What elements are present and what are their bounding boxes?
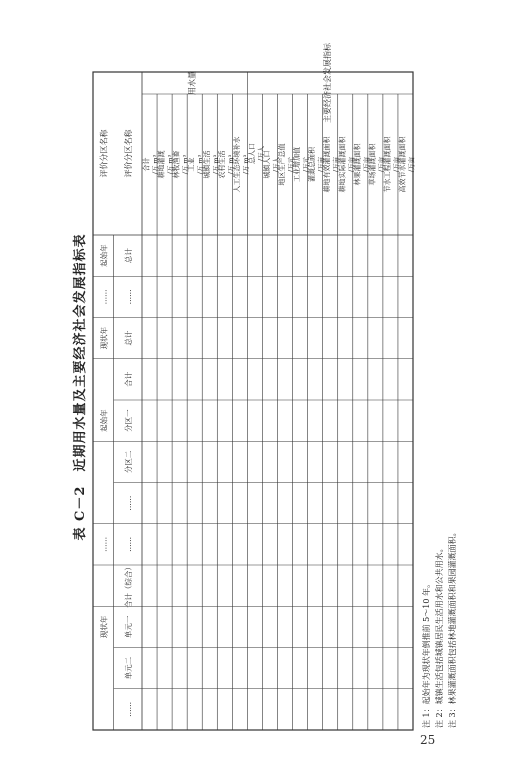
column-unit-1: /万 m³ (151, 154, 160, 175)
group-econ-indicators: 主要经济社会发展指标 (323, 43, 333, 123)
column-unit-12: /万亩 (317, 156, 326, 173)
row-label-year: 起始年 (99, 244, 109, 267)
column-unit-16: /万亩 (377, 156, 386, 173)
group-water-use: 用水量 (187, 71, 197, 95)
header-area-code-name: 评价分区名称 (123, 129, 133, 178)
column-header-1: 合计 (142, 157, 151, 172)
row-label-year: 现状年 (99, 615, 109, 639)
column-header-3: 林牧渔畜 (172, 150, 181, 179)
column-header-14: 耕地实际灌溉面积 (338, 136, 347, 193)
table-note-1: 注 1：起始年为现状年倒推前 5～10 年。 (422, 580, 431, 728)
column-header-18: 高效节水灌溉面积 (398, 136, 407, 193)
row-label-area: 单元二 (123, 656, 133, 680)
column-unit-17: /万亩 (392, 156, 401, 173)
column-unit-14: /万亩 (347, 156, 356, 173)
table-row-labels (98, 244, 132, 717)
column-header-4: 工业 (187, 157, 196, 172)
row-label-area: 分区二 (123, 450, 133, 474)
column-unit-5: /万 m³ (211, 154, 220, 175)
row-label-area: 总计 (123, 248, 133, 264)
column-unit-18: /万亩 (407, 156, 416, 173)
column-unit-2: /万 m³ (166, 154, 175, 175)
column-header-5: 城镇生活 (202, 150, 211, 179)
column-unit-4: /万 m³ (196, 154, 205, 175)
table-notes (421, 528, 457, 728)
column-unit-3: /万 m³ (181, 154, 190, 175)
column-header-7: 人工生态环境补水 (232, 136, 241, 193)
column-unit-9: /万人 (271, 156, 280, 173)
table-note-2: 注 2：城镇生活包括城镇居民生活用水和公共用水。 (435, 544, 444, 728)
row-label-year: 现状年 (99, 326, 109, 350)
column-header-2: 耕地灌溉 (157, 150, 166, 179)
row-label-area: 合计 (123, 371, 133, 387)
column-header-15: 林果灌溉面积 (353, 143, 362, 186)
column-header-17: 节水工程灌溉面积 (383, 136, 392, 193)
column-unit-6: /万 m³ (226, 154, 235, 175)
row-label-area: …… (123, 701, 133, 717)
column-unit-10: /万元 (287, 156, 296, 173)
row-label-area: 总计 (123, 330, 133, 346)
column-header-12: 灌溉总面积 (308, 147, 317, 182)
header-area-name: 评价分区名称 (99, 129, 109, 178)
row-label-area: …… (123, 289, 133, 305)
row-label-year: 起始年 (99, 409, 109, 432)
column-header-13: 耕地有效灌溉面积 (323, 136, 332, 193)
column-unit-13: /万亩 (332, 156, 341, 173)
row-label-area: 分区一 (123, 409, 133, 432)
table-note-3: 注 3：林果灌溉面积包括林地灌溉面积和果园灌溉面积。 (448, 528, 457, 728)
column-header-10: 地区生产总值 (278, 143, 287, 186)
row-label-year: …… (99, 536, 109, 552)
row-label-year: …… (99, 289, 109, 305)
column-unit-7: /万 m³ (241, 154, 250, 175)
column-unit-11: /万元 (302, 156, 311, 173)
page-number: 25 (420, 733, 436, 747)
column-header-16: 草场灌溉面积 (368, 143, 377, 186)
column-header-9: 城镇人口 (262, 150, 271, 179)
column-unit-15: /万亩 (362, 156, 371, 173)
row-label-area: 合计（综合） (123, 563, 133, 609)
row-label-area: …… (123, 536, 133, 552)
row-label-area: 单元一 (123, 615, 133, 639)
column-unit-8: /万人 (256, 145, 265, 162)
column-header-6: 农村生活 (217, 150, 226, 179)
row-label-area: …… (123, 495, 133, 511)
column-header-8: 总人口 (247, 143, 256, 164)
table-title: 表 C－2 近期用水量及主要经济社会发展指标表 (73, 233, 88, 541)
column-header-11: 工业增加值 (293, 147, 302, 182)
